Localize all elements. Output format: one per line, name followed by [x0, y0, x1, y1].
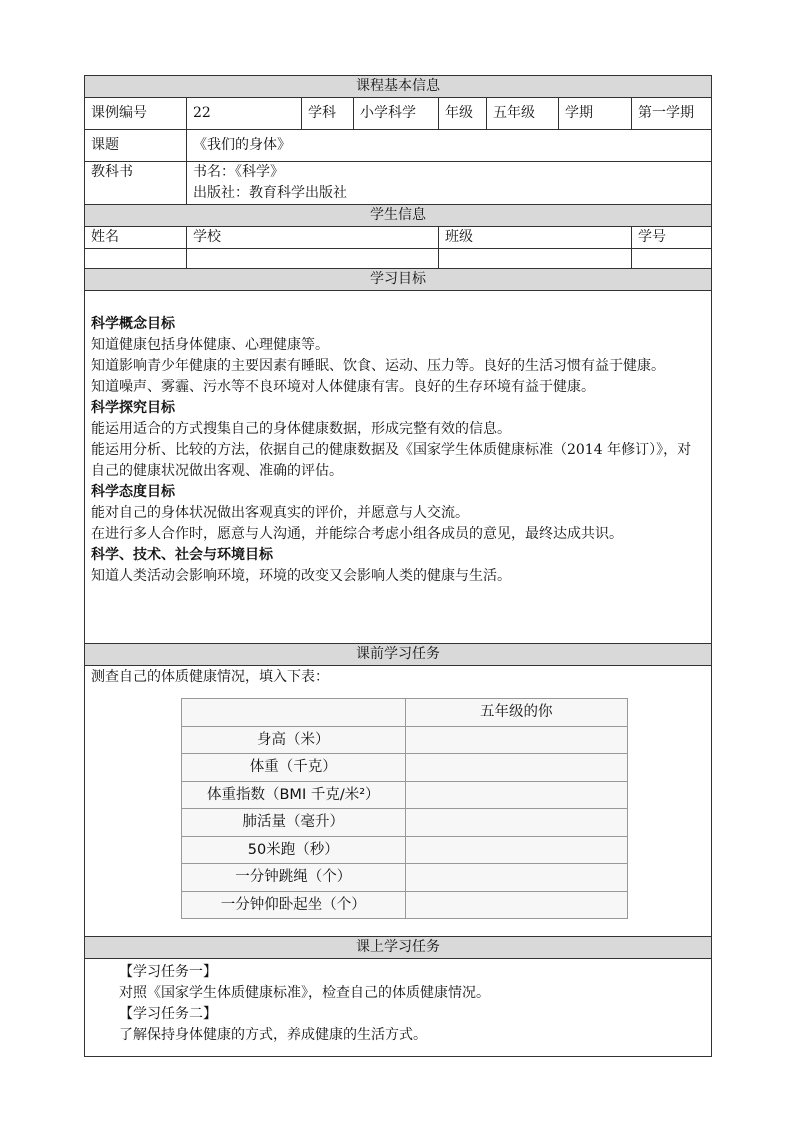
grade-label: 年级	[439, 98, 487, 130]
objective-heading: 科学、技术、社会与环境目标	[91, 547, 273, 563]
class-label: 班级	[439, 227, 632, 249]
fitness-row	[182, 754, 628, 782]
publisher: 出版社：教育科学出版社	[193, 185, 347, 201]
fitness-row	[182, 726, 628, 754]
term-value: 第一学期	[632, 98, 712, 130]
fitness-row	[182, 836, 628, 864]
school-label: 学校	[187, 227, 439, 249]
objectives-body	[85, 291, 712, 644]
task1-title: 【学习任务一】	[119, 964, 217, 980]
fitness-item-label: 体重（千克）	[182, 754, 406, 782]
case-no-value: 22	[187, 98, 302, 130]
fitness-value-cell[interactable]	[405, 836, 627, 864]
fitness-item-label: 一分钟跳绳（个）	[182, 864, 406, 892]
grade-value: 五年级	[487, 98, 559, 130]
objective-heading: 科学探究目标	[91, 400, 175, 416]
name-label: 姓名	[85, 227, 187, 249]
id-field[interactable]	[632, 249, 712, 269]
objective-heading: 科学态度目标	[91, 484, 175, 500]
school-field[interactable]	[187, 249, 439, 269]
task2-text: 了解保持身体健康的方式，养成健康的生活方式。	[119, 1027, 427, 1043]
fitness-table	[181, 698, 628, 919]
fitness-corner-cell	[182, 699, 406, 727]
objective-line: 知道健康包括身体健康、心理健康等。	[91, 337, 329, 353]
pre-task-instruction: 测查自己的体质健康情况，填入下表：	[91, 669, 329, 685]
objective-line: 在进行多人合作时，愿意与人沟通，并能综合考虑小组各成员的意见，最终达成共识。	[91, 526, 623, 542]
student-info-header: 学生信息	[85, 205, 712, 227]
fitness-row	[182, 864, 628, 892]
topic-label: 课题	[85, 130, 187, 162]
fitness-value-cell[interactable]	[405, 891, 627, 919]
course-info-header: 课程基本信息	[85, 76, 712, 98]
textbook-info	[187, 162, 712, 205]
textbook-label: 教科书	[85, 162, 187, 205]
name-field[interactable]	[85, 249, 187, 269]
fitness-value-cell[interactable]	[405, 754, 627, 782]
fitness-row	[182, 781, 628, 809]
class-field[interactable]	[439, 249, 632, 269]
task2-title: 【学习任务二】	[119, 1006, 217, 1022]
pre-task-body	[85, 666, 712, 937]
fitness-value-cell[interactable]	[405, 781, 627, 809]
case-no-label: 课例编号	[85, 98, 187, 130]
id-label: 学号	[632, 227, 712, 249]
in-class-header: 课上学习任务	[85, 937, 712, 959]
term-label: 学期	[559, 98, 632, 130]
fitness-value-cell[interactable]	[405, 809, 627, 837]
lesson-sheet	[84, 75, 712, 1057]
objective-line: 知道影响青少年健康的主要因素有睡眠、饮食、运动、压力等。良好的生活习惯有益于健康。	[91, 358, 665, 374]
fitness-item-label: 一分钟仰卧起坐（个）	[182, 891, 406, 919]
objectives-list	[91, 314, 705, 587]
subject-label: 学科	[302, 98, 354, 130]
objective-heading: 科学概念目标	[91, 316, 175, 332]
objective-line: 能运用分析、比较的方法，依据自己的健康数据及《国家学生体质健康标准（2014 年修订）》，对自己的健康状况做出客观、准确的评估。	[91, 442, 692, 479]
fitness-item-label: 体重指数（BMI 千克/米²）	[182, 781, 406, 809]
fitness-item-label: 肺活量（毫升）	[182, 809, 406, 837]
fitness-table-head: 五年级的你	[405, 699, 627, 727]
fitness-row	[182, 891, 628, 919]
book-name: 书名：《科学》	[193, 164, 284, 180]
objective-line: 能运用适合的方式搜集自己的身体健康数据，形成完整有效的信息。	[91, 421, 511, 437]
fitness-item-label: 身高（米）	[182, 726, 406, 754]
topic-value: 《我们的身体》	[187, 130, 712, 162]
pre-task-header: 课前学习任务	[85, 644, 712, 666]
fitness-item-label: 50米跑（秒）	[182, 836, 406, 864]
fitness-row	[182, 809, 628, 837]
objective-line: 能对自己的身体状况做出客观真实的评价，并愿意与人交流。	[91, 505, 469, 521]
in-class-body	[85, 959, 712, 1057]
objectives-header: 学习目标	[85, 269, 712, 291]
fitness-value-cell[interactable]	[405, 864, 627, 892]
task1-text: 对照《国家学生体质健康标准》，检查自己的体质健康情况。	[119, 985, 490, 1001]
objective-line: 知道人类活动会影响环境，环境的改变又会影响人类的健康与生活。	[91, 568, 511, 584]
objective-line: 知道噪声、雾霾、污水等不良环境对人体健康有害。良好的生存环境有益于健康。	[91, 379, 595, 395]
fitness-value-cell[interactable]	[405, 726, 627, 754]
subject-value: 小学科学	[354, 98, 439, 130]
